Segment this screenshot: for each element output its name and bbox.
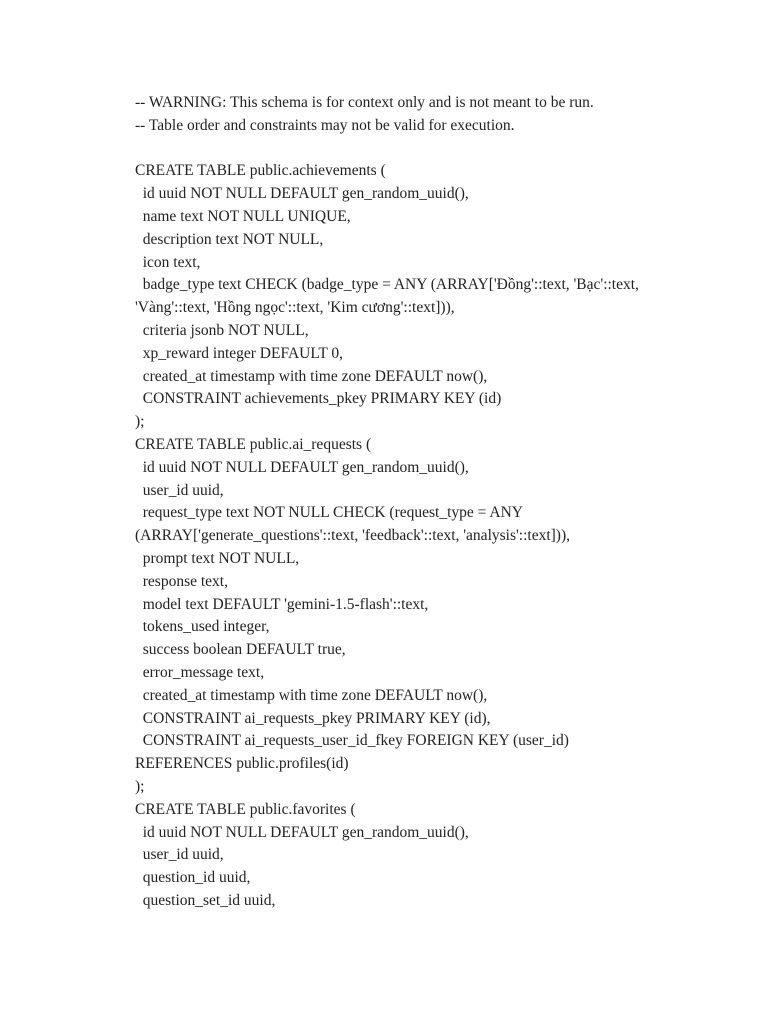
text-line: CREATE TABLE public.ai_requests (: [135, 435, 372, 453]
text-line: badge_type text CHECK (badge_type = ANY (ARRAY['Đồng'::text, 'Bạc'::text,: [135, 276, 639, 294]
text-line: );: [135, 777, 145, 795]
text-line: 'Vàng'::text, 'Hồng ngọc'::text, 'Kim cương'::text])),: [135, 299, 455, 317]
text-line: CONSTRAINT achievements_pkey PRIMARY KEY (id): [135, 390, 502, 408]
text-line: icon text,: [135, 253, 201, 271]
text-line: error_message text,: [135, 663, 265, 681]
text-line: user_id uuid,: [135, 846, 224, 864]
text-line: response text,: [135, 572, 228, 590]
text-line: (ARRAY['generate_questions'::text, 'feedback'::text, 'analysis'::text])),: [135, 527, 570, 545]
text-line: model text DEFAULT 'gemini-1.5-flash'::text,: [135, 595, 429, 613]
text-line: success boolean DEFAULT true,: [135, 641, 346, 659]
text-line: id uuid NOT NULL DEFAULT gen_random_uuid(),: [135, 185, 469, 203]
text-line: REFERENCES public.profiles(id): [135, 755, 349, 773]
text-line: request_type text NOT NULL CHECK (request_type = ANY: [135, 504, 523, 522]
text-line: id uuid NOT NULL DEFAULT gen_random_uuid(),: [135, 458, 469, 476]
text-line: CREATE TABLE public.achievements (: [135, 162, 386, 180]
text-line: criteria jsonb NOT NULL,: [135, 321, 309, 339]
text-line: created_at timestamp with time zone DEFAULT now(),: [135, 686, 488, 704]
text-line: prompt text NOT NULL,: [135, 549, 300, 567]
text-line: description text NOT NULL,: [135, 230, 324, 248]
text-line: tokens_used integer,: [135, 618, 270, 636]
text-line: question_id uuid,: [135, 869, 251, 887]
text-line: xp_reward integer DEFAULT 0,: [135, 344, 344, 362]
text-line: id uuid NOT NULL DEFAULT gen_random_uuid(),: [135, 823, 469, 841]
text-line: question_set_id uuid,: [135, 891, 276, 909]
text-line: created_at timestamp with time zone DEFAULT now(),: [135, 367, 488, 385]
blank-line: [135, 138, 735, 161]
text-line: user_id uuid,: [135, 481, 224, 499]
text-line: -- WARNING: This schema is for context only and is not meant to be run.: [135, 94, 594, 111]
text-line: CREATE TABLE public.favorites (: [135, 800, 356, 818]
text-line: name text NOT NULL UNIQUE,: [135, 207, 351, 225]
sql-schema-text: [135, 92, 735, 913]
text-line: CONSTRAINT ai_requests_pkey PRIMARY KEY (id),: [135, 709, 491, 727]
text-line: -- Table order and constraints may not be valid for execution.: [135, 116, 515, 134]
text-line: );: [135, 413, 145, 431]
text-line: CONSTRAINT ai_requests_user_id_fkey FOREIGN KEY (user_id): [135, 732, 569, 750]
